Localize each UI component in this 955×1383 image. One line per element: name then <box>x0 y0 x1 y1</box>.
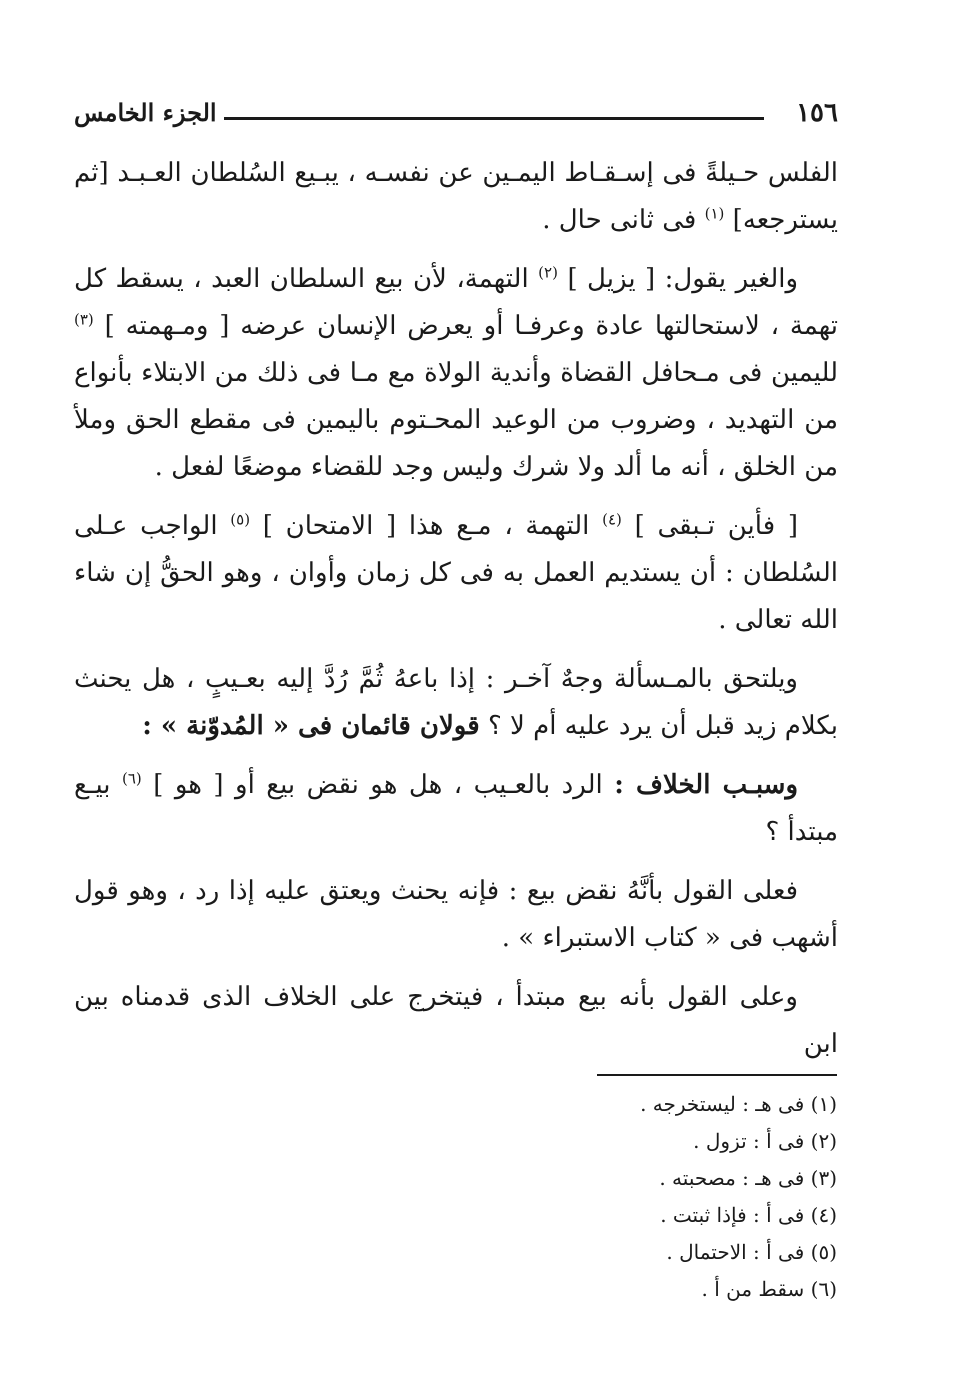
main-text <box>74 150 838 1080</box>
footnote: (١) فى هـ : ليستخرجه . <box>640 1092 837 1116</box>
header-rule <box>224 117 764 120</box>
paragraph: والغير يقول: [ يزيل ] $^{(٢)}$ التهمة، لأن بيع السلطان العبد ، يسقط كل تهمة ، لاستحالتها عادة وعرفـا أو يعرض الإنسان عرضه [ ومـهمته ] $^{(٣)}$ لليمين فى مـحافل القضاة وأندية الولاة مع مـا فى ذلك من الابتلاء بأنواع من التهديد ، وضروب من الوعيد المحـتوم باليمين فى مقطع الحق وملأ من الخلق ، أنه ما ألد ولا شرك وليس وجد للقضاء موضعًا لفعل . <box>74 263 839 482</box>
paragraph: الفلس حـيلةً فى إسـقـاط اليمـين عن نفسـه ، يبـيع السُلطان العـبـد [ثم يسترجعه] $^{(١)}$ فى ثانى حال . <box>74 158 838 235</box>
paragraph: فعلى القول بأنَّهُ نقض بيع : فإنه يحنث ويعتق عليه إذا رد ، وهو قول أشهب فى « كتاب الاستبراء » . <box>74 876 838 953</box>
footnote: (٥) فى أ : الاحتمال . <box>666 1240 837 1264</box>
footnote: (٦) سقط من أ . <box>701 1277 837 1301</box>
footnote-ref: (١) <box>704 204 725 223</box>
bold-phrase: قولان قائمان فى « المُدوّنة » : <box>142 711 480 741</box>
footnote: (٣) فى هـ : مصحبته . <box>659 1166 837 1190</box>
footnote-ref: (٤) <box>602 510 622 529</box>
page-number: ١٥٦ <box>796 98 838 128</box>
footnote-rule <box>597 1074 837 1076</box>
paragraph: وعلى القول بأنه بيع مبتدأ ، فيتخرج على الخلاف الذى قدمناه بين ابن <box>74 982 838 1059</box>
bold-phrase: وسبـب الخلاف : <box>614 770 799 800</box>
footnote-ref: (٦) <box>122 769 142 788</box>
footnote-ref: (٣) <box>74 310 94 329</box>
footnotes <box>337 1086 837 1308</box>
page-header <box>74 96 838 136</box>
paragraph: ويلتحق بالمـسألة وجهٌ آخـر : إذا باعهُ ثُمَّ رُدَّ إليه بعـيبٍ ، هل يحنث بكلام زيد قبل أن يرد عليه أم لا ؟ قولان قائمان فى « المُدوّنة » : <box>74 664 838 741</box>
paragraph: [ فأين تـبقى ] $^{(٤)}$ التهمة ، مـع هذا [ الامتحان ] $^{(٥)}$ الواجب عـلى السُلطان : أن يستديم العمل به فى كل زمان وأوان ، وهو الحقُّ إن شاء الله تعالى . <box>74 510 838 635</box>
footnote-ref: (٢) <box>538 263 558 282</box>
footnote-ref: (٥) <box>230 510 251 529</box>
footnote: (٢) فى أ : تزول . <box>693 1129 837 1153</box>
paragraph: وسبـب الخلاف : الرد بالعـيب ، هل هو نقض بيع أو [ هو ] $^{(٦)}$ بيـع مبتدأ ؟ <box>74 769 838 847</box>
footnote: (٤) فى أ : فإذا ثبتت . <box>660 1203 837 1227</box>
running-title: الجزء الخامس <box>74 98 217 127</box>
